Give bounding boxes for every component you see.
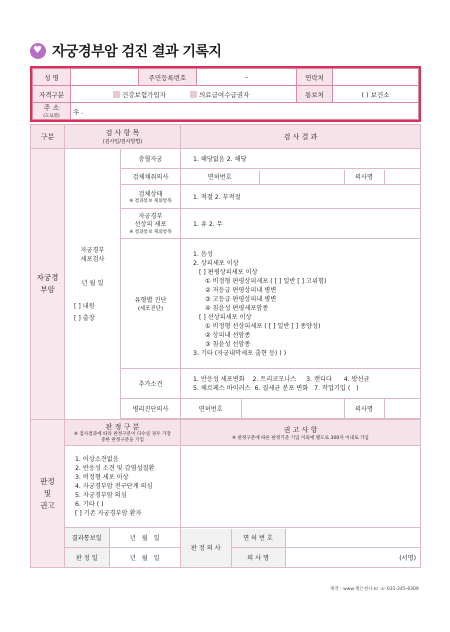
page-title: 자궁경부암 검진 결과 기록지 [52,44,222,60]
diagnosis-line: [ ] 선상피세포 이상 [199,313,252,321]
internal-visit-option[interactable]: [ ] 내원 [74,303,95,310]
doctor-name-label: 의 사 명 [231,548,285,567]
diagnosis-line: ② 저등급 편평상피내 병변 [205,286,277,294]
diagnosis-line: 2. 상피세포 이상 [193,259,239,267]
rrn-label: 주민등록번호 [139,69,197,86]
diagnosis-line: ③ 고등급 편평상피내 병변 [205,295,277,303]
judgment-section-label: 판정 및 권고 [31,420,65,568]
diagnosis-line: ③ 침윤성 선암종 [205,340,251,348]
name-label: 성 명 [33,69,71,86]
additional-findings-options[interactable] [181,369,421,399]
sampling-doctor-label: 검체채취의사 [121,169,181,185]
name-field[interactable] [71,69,139,86]
address-label: 주 소 (도로명) [33,103,71,120]
health-center-label: 통보처 [297,86,333,103]
judge-date-cell [65,548,181,568]
diagnosis-options[interactable] [181,239,421,369]
diagnosis-line: [ ] 편평상피세포 이상 [199,268,258,276]
diagnosis-line: 3. 기타 (자궁내막세포 출현 등) ( ) [193,349,287,357]
test-date[interactable]: 년 월 일 [81,280,104,287]
test-name: 자궁경부 세포검사 [80,247,105,263]
diagnosis-line: ④ 침윤성 편평세포암종 [205,304,269,312]
additional-line: 5. 헤르페스 바이러스 6. 질세균 분포 변화 7. 작업기입 ( ) [193,384,359,392]
glandular-cell-label: 자궁경부 선상피 세포 ※ 결과통보 제외항목 [121,209,181,239]
contact-field[interactable] [333,69,419,86]
qualification-options [71,86,297,103]
heart-icon [30,43,46,59]
judge-date-label: 판 정 일 [65,548,109,567]
insurance-checkbox[interactable] [113,91,120,98]
sampling-license-field[interactable] [259,170,344,184]
notify-date-field[interactable]: 년 월 일 [129,535,160,542]
additional-findings-label: 추가소견 [121,369,181,399]
medicaid-option[interactable]: 의료급여수급권자 [190,91,249,99]
congestion-options[interactable]: 1. 해당없음 2. 해당 [181,149,421,169]
judgment-option: [ ] 기존 자궁경부암 환자 [75,510,142,517]
specimen-status-label: 검체상태 ※ 결과통보 제외항목 [121,185,181,209]
medicaid-checkbox[interactable] [190,91,197,98]
sampling-doctor-name-label: 의사명 [344,170,384,184]
items-header: 검 사 항 목 (검사일/검사방법) [65,125,181,149]
judge-date-field[interactable]: 년 월 일 [129,555,160,562]
title-row [30,40,221,62]
pathologist-license-label: 면허번호 [181,399,241,418]
diagnosis-line: 1. 음성 [193,250,213,258]
judgment-option: 3. 비정형 세포 이상 [75,474,129,481]
judgment-option: 4. 자궁경부암 전구단계 의심 [75,483,153,490]
diagnosis-line: ① 비정형 편평상피세포 ( [ ] 일반 [ ] 고위험) [205,277,327,285]
judgment-option: 5. 자궁경부암 의심 [75,492,127,499]
glandular-cell-options[interactable]: 1. 유 2. 무 [181,209,421,239]
health-center-field[interactable]: ( ) 보건소 [333,86,419,103]
cervical-test-cell [65,149,121,420]
judgment-option: 2. 반응성 소견 및 감염성질환 [75,465,155,472]
judgment-option: 1. 이상소견없음 [75,456,119,463]
footer-credit: 제작 : www.정은천사.kr ☏ 031-245-6309 [330,587,419,592]
license-number-field[interactable] [285,529,420,548]
diagnosis-label: 유형별 진단 (세포진단) [121,239,181,369]
sampling-doctor-cell [181,169,421,185]
insurance-option[interactable]: 건강보험가입자 [113,91,166,99]
pathologist-label: 병리진단의사 [121,399,181,419]
doctor-cell [181,528,421,568]
license-number-label: 면 허 번 호 [231,529,285,548]
advice-field[interactable] [181,446,421,528]
sampling-license-label: 면허번호 [181,170,259,184]
advice-header: 권 고 사 항 ※ 판정구분에 따른 판정기준 기입 이외에 별도로 300자 이내로 기입 [181,420,421,446]
notify-date-cell [65,528,181,548]
additional-line: 1. 반응성 세포변화 2. 트리코모나스 3. 캔디다 4. 방선균 [193,375,370,383]
diagnosis-line: ② 상피내 선암종 [205,331,251,339]
pathologist-cell [181,399,421,419]
cervical-section-label: 자궁경부암 [31,149,65,420]
contact-label: 연락처 [297,69,333,86]
pathologist-name-field[interactable] [384,399,420,418]
specimen-status-options[interactable]: 1. 적절 2. 부적절 [181,185,421,209]
judge-doctor-label: 판 정 의 사 [181,529,231,567]
sampling-doctor-name-field[interactable] [384,170,420,184]
judgment-option: 6. 기타 ( ) [75,501,104,508]
category-header: 구분 [31,125,65,149]
personal-info-table [30,66,421,122]
pathologist-name-label: 의사명 [344,399,384,418]
outreach-visit-option[interactable]: [ ] 출장 [74,315,95,322]
congestion-label: 충혈자궁 [121,149,181,169]
signature-field[interactable]: (서명) [399,554,416,562]
qualification-label: 자격구분 [33,86,71,103]
judgment-header: 판 정 구 분 ※ 검사결과에 따라 판정구분이 다수일 경우 가장 중한 판정구분을 기입 [65,420,181,446]
address-field[interactable]: 우 . [71,103,419,120]
pathologist-license-field[interactable] [241,399,344,418]
exam-table [30,124,421,568]
results-header: 검 사 결 과 [181,125,421,149]
diagnosis-line: ① 비정형 선상피세포 ( [ ] 일반 [ ] 종양성) [205,322,321,330]
notify-date-label: 결과통보일 [65,528,109,547]
judgment-options[interactable] [65,446,181,528]
rrn-field[interactable]: – [197,69,297,86]
